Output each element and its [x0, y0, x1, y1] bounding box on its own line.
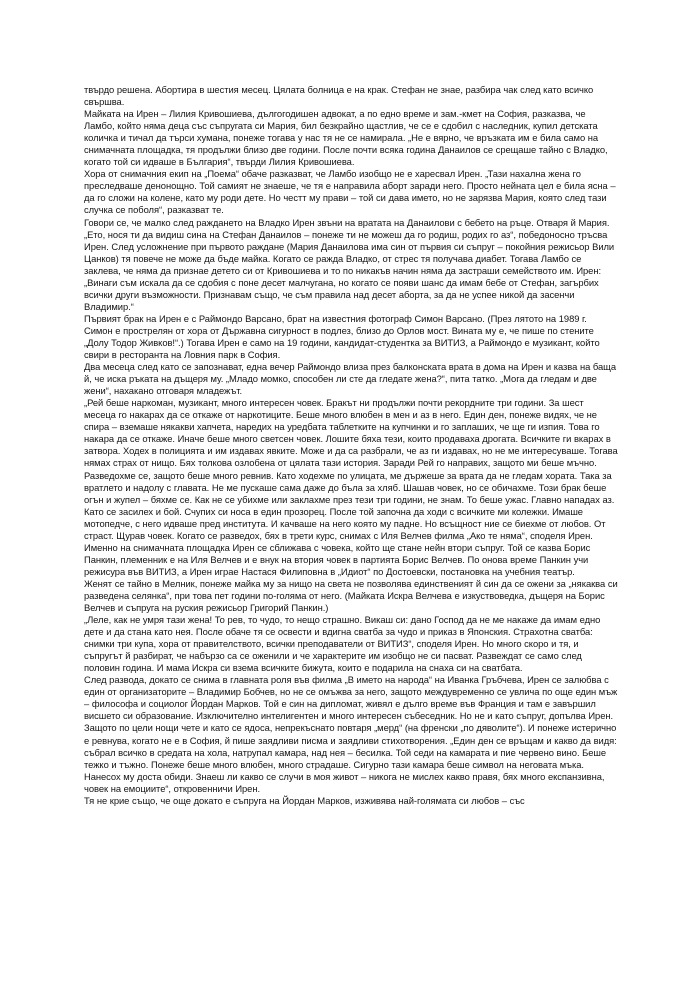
document-page — [84, 84, 618, 807]
paragraph: Говори се, че малко след раждането на Владко Ирен звъни на вратата на Данаилови с бебето на ръце. Отваря й Мария. „Ето, нося ти да видиш сина на Стефан Данаилов – понеже ти не можеш да го родиш, родих го аз“, победоносно тръсва Ирен. След усложнение при първото раждане (Мария Данаилова има син от първия си съпруг – покойния режисьор Вили Цанков) тя повече не може да бъде майка. Когато се ражда Владко, от стрес тя получава диабет. Тогава Ламбо се заклева, че няма да признае детето си от Кривошиева и то по никакъв начин няма да застраши семейството им. Ирен: „Винаги съм искала да се сдобия с поне десет малчугана, но когато се появи шанс да имам бебе от Стефан, загърбих всички други възможности. Признавам също, че съм правила над десет аборта, за да не успее никой да засенчи Владимир.“ — [84, 216, 615, 312]
paragraph: След развода, докато се снима в главната роля във филма „В името на народа“ на Иванка Гръбчева, Ирен се залюбва с един от организаторите – Владимир Бобчев, но не се омъжва за него, защото междувременно се увлича по още един мъж – философа и социолог Йордан Марков. Той е син на дипломат, живял е дълго време във Франция и там е завършил висшето си образование. Изключително интелигентен и много интересен събеседник. Но не и като съпруг, допълва Ирен. Защото по цели нощи чете и като се ядоса, непрекъснато повтаря „мерд“ (на френски „по дяволите“). И понеже истерично е ревнува, когато не е в София, й пише заядливи писма и заядливи стихотворения. „Един ден се връщам и какво да видя: събрал всичко в средата на хола, натрупал камара, над нея – бесилка. Той седи на камарата и пие червено вино. Беше тежко и тъжно. Понеже беше много влюбен, много страдаше. Сигурно тази камара беше символ на неговата мъка. Нанесох му доста обиди. Знаеш ли какво се случи в моя живот – никога не мислех какво правя, бях много експанзивна, човек на емоциите“, откровенничи Ирен. — [84, 674, 618, 794]
paragraph: Два месеца след като се запознават, една вечер Раймондо влиза през балконската врата в дома на Ирен и казва на баща й, че иска ръката на дъщеря му. „Младо момко, способен ли сте да гледате жена?“, пита татко. „Мога да гледам и две жени“, нахакано отговаря младежът. — [84, 361, 616, 397]
paragraph: Женят се тайно в Мелник, понеже майка му за нищо на света не позволява единственият й син да се ожени за „някаква си разведена селянка“, при това пет години по-голяма от него. (Майката Искра Велчева е изкуствоведка, дъщеря на Борис Велчев и съпруга на руския режисьор Григорий Панкин.) — [84, 577, 618, 614]
paragraph: „Леле, как не умря тази жена! То рев, то чудо, то нещо страшно. Викаш си: дано Господ да не ме накаже да имам едно дете и да стана като нея. После обаче тя се освести и вдигна сватба за чудо и приказ в Японския. Страхотна сватба: снимки три купа, хора от правителството, всички преподаватели от ВИТИЗ“, споделя Ирен. Но много скоро и тя, и съпругът й разбират, че набързо са се оженили и че характерите им изобщо не си пасват. Развеждат се само след половин година. И мама Искра си взема всичките бижута, които е подарила на снаха си на сватбата. — [84, 614, 601, 674]
paragraph: твърдо решена. Абортира в шестия месец. Цялата болница е на крак. Стефан не знае, разбира чак след като всичко свършва. — [84, 84, 594, 108]
paragraph: Тя не крие също, че още докато е съпруга на Йордан Марков, изживява най-голямата си любов – със — [84, 794, 525, 806]
paragraph: Именно на снимачната площадка Ирен се сближава с човека, който ще стане нейн втори съпруг. Той се казва Борис Панкин, племенник е на Иля Велчев и е внук на втория човек в партията Борис Велчев. По онова време Панкин учи режисура във ВИТИЗ, а Ирен играе Настася Филиповна в „Идиот“ по Достоевски, постановка на учебния театър. — [84, 541, 591, 577]
paragraph: Първият брак на Ирен е с Раймондо Варсано, брат на известния фотограф Симон Варсано. (През лятото на 1989 г. Симон е прострелян от хора от Държавна сигурност в подлез, близо до Орлов мост. Вината му е, че пише по стените „Долу Тодор Живков!“.) Тогава Ирен е само на 19 години, кандидат-студентка за ВИТИЗ, а Раймондо е музикант, който свири в ресторанта на Ловния парк в София. — [84, 312, 600, 361]
paragraph: Хора от снимачния екип на „Поема“ обаче разказват, че Ламбо изобщо не е харесвал Ирен. „Тази нахална жена го преследваше денонощно. Той самият не знаеше, че тя е направила аборт заради него. Просто нейната цел е била ясна – да го сложи на колене, като му роди дете. Но честт му прави – той си дава името, но не зарязва Мария, която след тази случка се поболя“, разказват те. — [84, 168, 616, 216]
paragraph: „Рей беше наркоман, музикант, много интересен човек. Бракът ни продължи почти рекордните три години. За шест месеца го накарах да се откаже от наркотиците. Беше много влюбен в мен и аз в него. Един ден, понеже видях, че не спира – вземаше някакви хапчета, наредих на уредбата таблетките на купчинки и го заплаших, че ще ги изпия. Това го накара да се откаже. Иначе беше много светсен човек. Лошите бяха тези, които продаваха дрогата. Всичките ги вкарах в затвора. Ходех в полицията и им издавах явките. Може и да са разбрали, че аз ги издавах, но не ме интересуваше. Тогава нямах страх от нищо. Бях толкова озлобена от цялата тази история. Заради Рей го направих, защото ми беше мъчно. Разведохме се, защото беше много ревнив. Като ходехме по улицата, ме държеше за врата да не гледам хората. Така за вратлето и надолу с главата. Не ме пускаше сама даже до бъла за хляб. Шашав човек, но се обичахме. Този брак беше огън и жупел – бяхме се. Как не се убихме или заклахме през тези три години, не знам. То беше ужас. Главно нападах аз. Като се засилех и бой. Счупих си носа в един прозорец. После той започна да ходи с всичките ми колежки. Имаше мотопедче, с него идваше пред института. И качваше на него която му падне. Но всъщност ние се биехме от любов. От страст. Щурав човек. Когато се разведох, бях в трети курс, снимах с Иля Велчев филма „Ако те няма“, споделя Ирен. — [84, 397, 618, 541]
paragraph: Майката на Ирен – Лилия Кривошиева, дългогодишен адвокат, а по едно време и зам.-кмет на София, разказва, че Ламбо, който няма деца със съпругата си Мария, бил безкрайно щастлив, че се е сдобил с наследник, купил детската количка и тичал да търси хумана, понеже тогава у нас тя не се намирала. „Не е вярно, че връзката им е била само на снимачната площадка, тя продължи близо две години. После почти всяка година Данаилов се срещаше тайно с Владко, когато той си идваше в България“, твърди Лилия Кривошиева. — [84, 108, 608, 168]
